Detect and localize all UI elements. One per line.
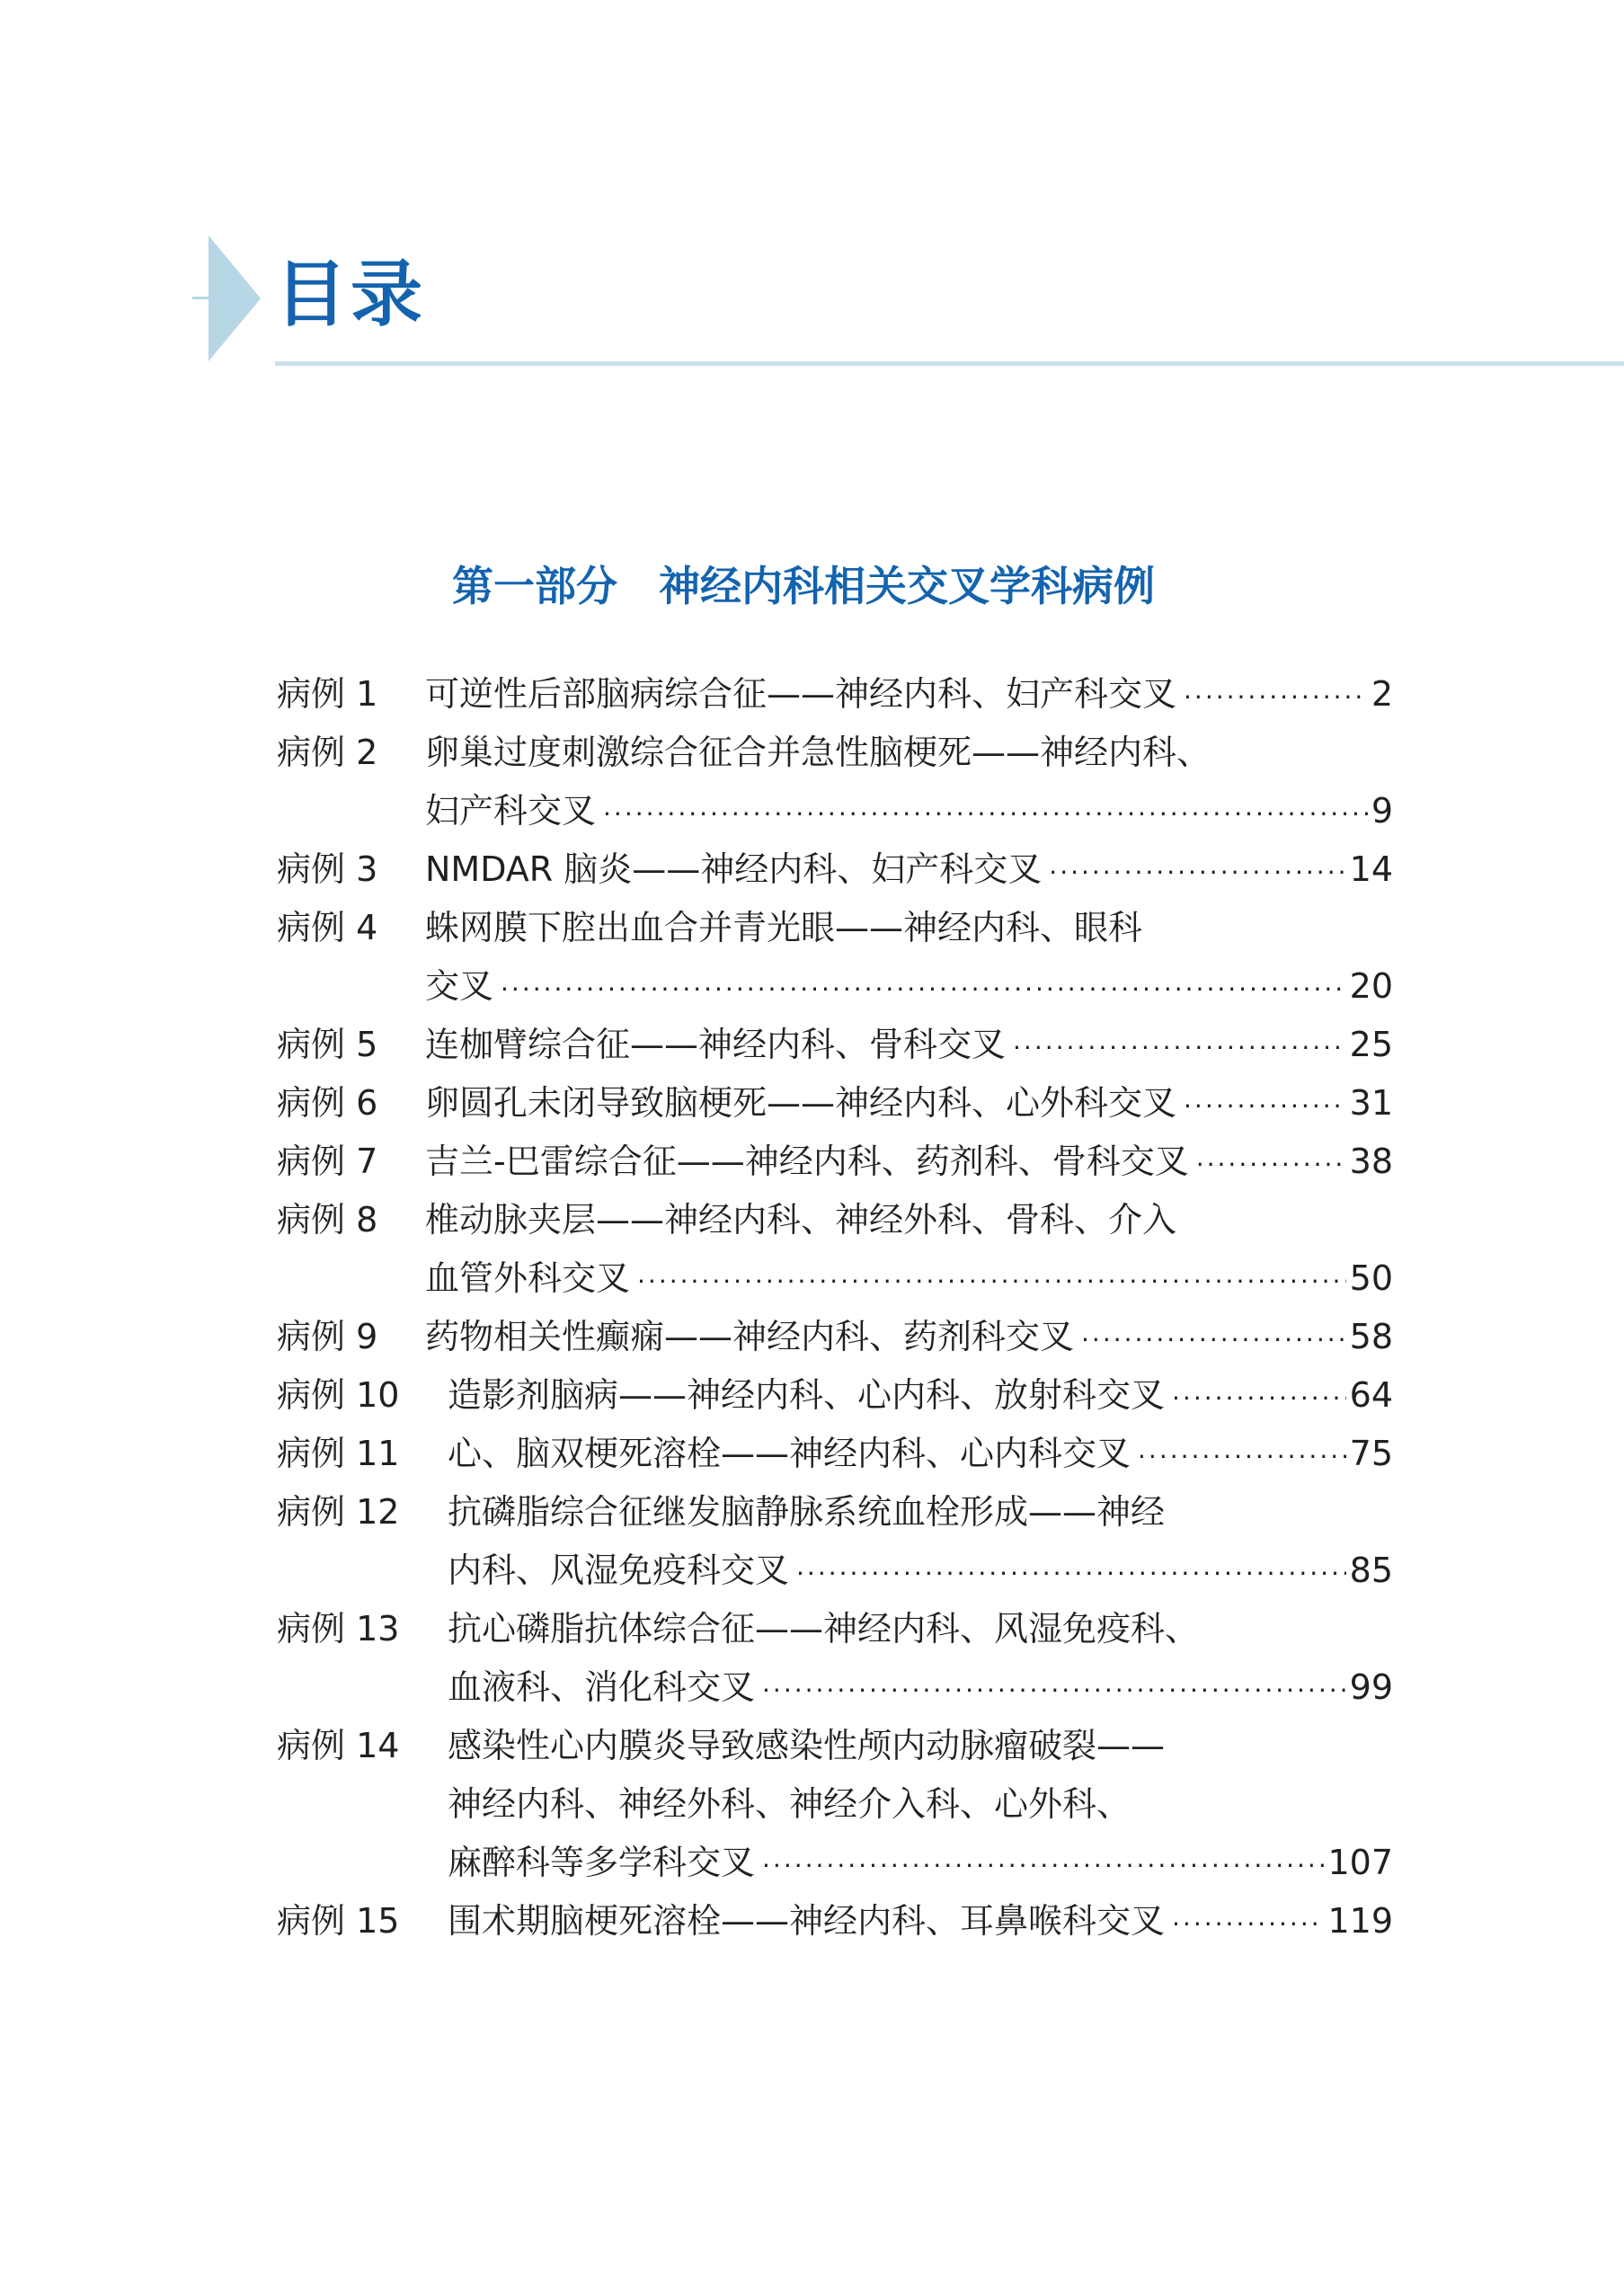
toc-entry-line bbox=[277, 1366, 1393, 1425]
dot-leader bbox=[1138, 1427, 1346, 1486]
toc-page-number: 9 bbox=[1371, 791, 1393, 831]
toc-entry-line bbox=[277, 665, 1393, 724]
dot-leader bbox=[603, 785, 1368, 843]
toc-entry-title: 卵巢过度刺激综合征合并急性脑梗死——神经内科、 bbox=[425, 733, 1211, 772]
toc-entry-label: 病例 5 bbox=[277, 1025, 378, 1064]
dot-leader bbox=[501, 960, 1346, 1018]
toc-entry[interactable] bbox=[277, 840, 1393, 899]
toc-entry-title: 血管外科交叉 bbox=[425, 1258, 631, 1298]
toc-entry-line bbox=[277, 1892, 1393, 1951]
toc-entry-title: NMDAR 脑炎——神经内科、妇产科交叉 bbox=[425, 849, 1043, 889]
dot-leader bbox=[1172, 1369, 1346, 1427]
toc-entry-line bbox=[277, 1016, 1393, 1074]
toc-entry[interactable] bbox=[277, 1074, 1393, 1133]
toc-entry[interactable] bbox=[277, 724, 1393, 840]
dot-leader bbox=[637, 1252, 1346, 1311]
toc-entry[interactable] bbox=[277, 1717, 1393, 1892]
toc-entry-title: 感染性心内膜炎导致感染性颅内动脉瘤破裂—— bbox=[448, 1726, 1166, 1765]
title-tick-line bbox=[192, 297, 209, 299]
dot-leader bbox=[1049, 843, 1345, 902]
toc-page-number: 31 bbox=[1349, 1083, 1393, 1123]
toc-entry-label: 病例 13 bbox=[277, 1609, 400, 1649]
toc-entry-line bbox=[277, 1425, 1393, 1483]
toc-page-number: 14 bbox=[1349, 849, 1393, 889]
toc-entry-line bbox=[277, 1542, 1393, 1600]
toc-entry-title: 神经内科、神经外科、神经介入科、心外科、 bbox=[448, 1784, 1131, 1824]
toc-entry-title: 椎动脉夹层——神经内科、神经外科、骨科、介入 bbox=[425, 1200, 1177, 1240]
toc-entry-label: 病例 10 bbox=[277, 1375, 400, 1415]
toc-entry[interactable] bbox=[277, 1483, 1393, 1600]
toc-entry[interactable] bbox=[277, 1133, 1393, 1191]
toc-entry-line bbox=[277, 1249, 1393, 1308]
toc-entry-label: 病例 6 bbox=[277, 1083, 378, 1123]
toc-entry-title: 血液科、消化科交叉 bbox=[448, 1667, 756, 1707]
toc-entry-title: 卵圆孔未闭导致脑梗死——神经内科、心外科交叉 bbox=[425, 1083, 1177, 1123]
toc-entry-line bbox=[277, 840, 1393, 899]
toc-entry-line bbox=[277, 957, 1393, 1016]
toc-entry-label: 病例 14 bbox=[277, 1726, 400, 1765]
toc-page-number: 107 bbox=[1327, 1843, 1393, 1882]
dot-leader bbox=[1184, 1077, 1346, 1135]
toc-entry-line bbox=[277, 1600, 1393, 1658]
dot-leader bbox=[1196, 1135, 1346, 1194]
toc-entry-line bbox=[277, 1308, 1393, 1366]
toc-entry-line bbox=[277, 724, 1393, 782]
toc-page-number: 58 bbox=[1349, 1317, 1393, 1356]
toc-entry-label: 病例 8 bbox=[277, 1200, 378, 1240]
title-arrow-icon bbox=[209, 236, 261, 361]
toc-entry-title: 吉兰-巴雷综合征——神经内科、药剂科、骨科交叉 bbox=[425, 1142, 1189, 1181]
toc-page-number: 64 bbox=[1349, 1375, 1393, 1415]
toc-entry-line bbox=[277, 1133, 1393, 1191]
toc-entry[interactable] bbox=[277, 1892, 1393, 1951]
toc-entry-title: 麻醉科等多学科交叉 bbox=[448, 1843, 756, 1882]
dot-leader bbox=[1013, 1018, 1346, 1077]
toc-page-number: 20 bbox=[1349, 966, 1393, 1006]
toc-entry-title: 交叉 bbox=[425, 966, 494, 1006]
title-rule bbox=[275, 361, 1624, 366]
toc-entry-line bbox=[277, 1775, 1393, 1834]
toc-entry[interactable] bbox=[277, 1366, 1393, 1425]
toc-entry-line bbox=[277, 899, 1393, 957]
dot-leader bbox=[796, 1544, 1346, 1603]
toc-entry-title: 连枷臂综合征——神经内科、骨科交叉 bbox=[425, 1025, 1007, 1064]
toc-entry-line bbox=[277, 1483, 1393, 1542]
toc-entry[interactable] bbox=[277, 1016, 1393, 1074]
toc-entry-label: 病例 4 bbox=[277, 908, 378, 947]
toc-entry[interactable] bbox=[277, 665, 1393, 724]
toc-entry-label: 病例 12 bbox=[277, 1492, 400, 1532]
toc-entry-title: 围术期脑梗死溶栓——神经内科、耳鼻喉科交叉 bbox=[448, 1901, 1166, 1941]
toc-entry-line bbox=[277, 1658, 1393, 1717]
toc-entry-title: 内科、风湿免疫科交叉 bbox=[448, 1551, 790, 1590]
toc-entry[interactable] bbox=[277, 1308, 1393, 1366]
toc-entry-label: 病例 11 bbox=[277, 1434, 400, 1473]
dot-leader bbox=[762, 1836, 1324, 1895]
part-heading: 第一部分 神经内科相关交叉学科病例 bbox=[452, 562, 1155, 610]
toc-entry[interactable] bbox=[277, 1425, 1393, 1483]
toc-page-number: 25 bbox=[1349, 1025, 1393, 1064]
toc-entry-title: 造影剂脑病——神经内科、心内科、放射科交叉 bbox=[448, 1375, 1166, 1415]
toc-entry-label: 病例 3 bbox=[277, 849, 378, 889]
toc-page-number: 99 bbox=[1349, 1667, 1393, 1707]
toc-page-number: 50 bbox=[1349, 1258, 1393, 1298]
toc-entry[interactable] bbox=[277, 1600, 1393, 1717]
toc-entry-title: 可逆性后部脑病综合征——神经内科、妇产科交叉 bbox=[425, 674, 1177, 714]
dot-leader bbox=[1184, 668, 1368, 726]
dot-leader bbox=[1081, 1311, 1346, 1369]
toc-entry-title: 蛛网膜下腔出血合并青光眼——神经内科、眼科 bbox=[425, 908, 1143, 947]
toc-entry[interactable] bbox=[277, 899, 1393, 1016]
toc-page-number: 38 bbox=[1349, 1142, 1393, 1181]
toc-entry-title: 心、脑双梗死溶栓——神经内科、心内科交叉 bbox=[448, 1434, 1131, 1473]
dot-leader bbox=[1172, 1895, 1324, 1953]
dot-leader bbox=[762, 1661, 1346, 1720]
page-title: 目录 bbox=[275, 253, 426, 336]
toc-entry-label: 病例 2 bbox=[277, 733, 378, 772]
toc-entry-title: 抗磷脂综合征继发脑静脉系统血栓形成——神经 bbox=[448, 1492, 1166, 1532]
toc-page-number: 85 bbox=[1349, 1551, 1393, 1590]
toc-entry-title: 妇产科交叉 bbox=[425, 791, 597, 831]
toc-entry-line bbox=[277, 1191, 1393, 1249]
toc-entry-line bbox=[277, 1074, 1393, 1133]
toc-entry-line bbox=[277, 1834, 1393, 1892]
toc-page-number: 75 bbox=[1349, 1434, 1393, 1473]
toc-entry-label: 病例 1 bbox=[277, 674, 378, 714]
toc-entry-label: 病例 9 bbox=[277, 1317, 378, 1356]
toc-entry-line bbox=[277, 782, 1393, 840]
toc-page-number: 2 bbox=[1371, 674, 1393, 714]
toc-entry[interactable] bbox=[277, 1191, 1393, 1308]
toc-entry-title: 抗心磷脂抗体综合征——神经内科、风湿免疫科、 bbox=[448, 1609, 1200, 1649]
toc-page-number: 119 bbox=[1327, 1901, 1393, 1941]
toc-entry-line bbox=[277, 1717, 1393, 1775]
toc-entry-label: 病例 7 bbox=[277, 1142, 378, 1181]
toc-entry-label: 病例 15 bbox=[277, 1901, 400, 1941]
toc-entry-title: 药物相关性癫痫——神经内科、药剂科交叉 bbox=[425, 1317, 1075, 1356]
table-of-contents bbox=[277, 665, 1393, 1951]
